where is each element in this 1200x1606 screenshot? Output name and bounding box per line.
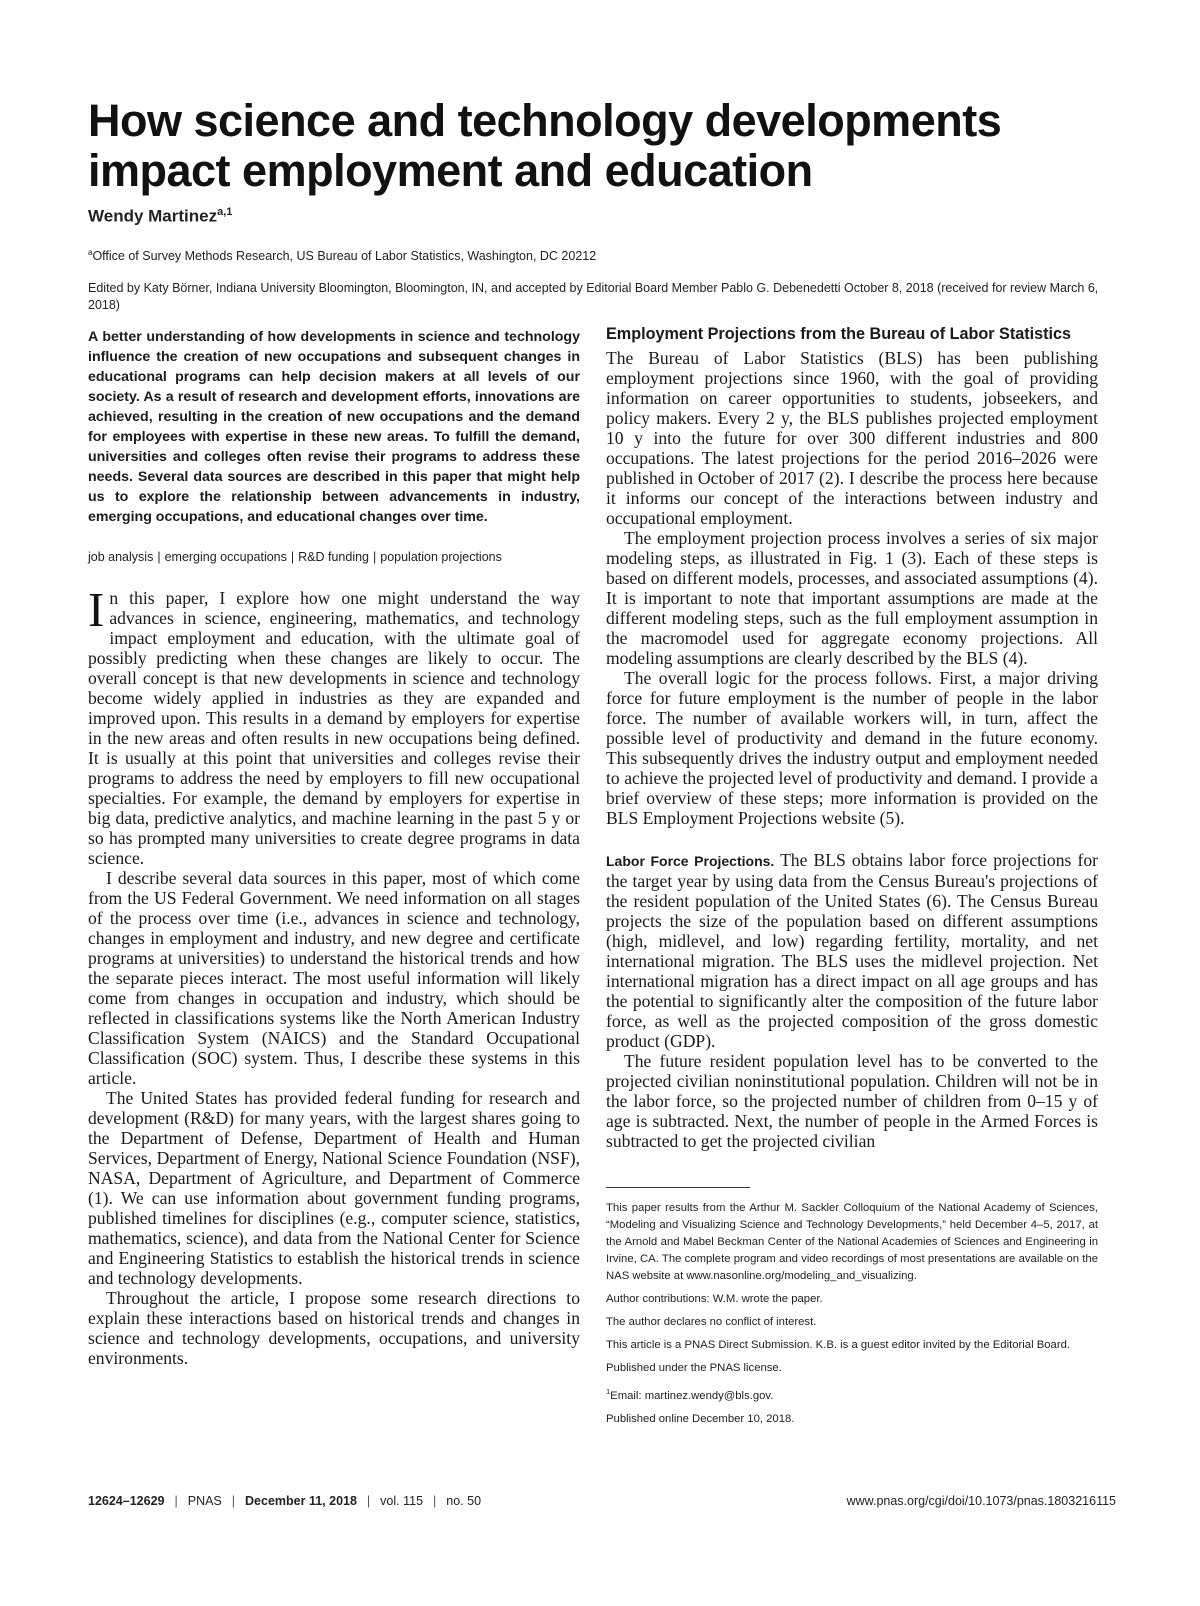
- left-column: [88, 322, 580, 1368]
- runin-heading: Labor Force Projections.: [606, 853, 775, 869]
- footnote-colloquium: This paper results from the Arthur M. Sackler Colloquium of the National Academy of Sciences, “Modeling and Visualizing Science and Technology Developments,” held December 4–5, 2017, at the Arnold and Mabel Beckman Center of the National Academies of Sciences and Engineering in Irvine, CA. The complete program and video recordings of most presentations are available on the NAS website at www.nasonline.org/modeling_and_visualizing.: [606, 1202, 1098, 1282]
- keyword[interactable]: R&D funding: [298, 550, 369, 564]
- footnote-conflict: The author declares no conflict of interest.: [606, 1316, 817, 1328]
- issue-number: no. 50: [446, 1494, 482, 1508]
- intro-text: n this paper, I explore how one might understand the way advances in science, engineering, mathematics, and technology impact employment and education, with the ultimate goal of possibly predicting when these changes are likely to occur. The overall concept is that new developments in science and technology become widely applied in industries as they are expanded and improved upon. This results in a demand by employers for expertise in the new areas and often results in new occupations being defined. It is usually at this point that universities and colleges revise their programs to address the need by employers to fill new occupational specialties. For example, the demand by employers for expertise in big data, predictive analytics, and machine learning in the past 5 y or so has prompted many universities to create degree programs in data science.: [88, 588, 580, 868]
- keyword-separator: |: [157, 550, 161, 564]
- body-paragraph: The future resident population level has to be converted to the projected civilian noninstitutional population. Children will not be in the labor force, so the projected number of children from 0–15 y of age is subtracted. Next, the number of people in the Armed Forces is subtracted to get the projected civilian: [606, 1051, 1098, 1151]
- page-range: 12624–12629: [88, 1494, 165, 1508]
- author-superscript: a,1: [217, 206, 233, 218]
- affiliation: [88, 248, 596, 263]
- email-superscript: 1: [606, 1387, 611, 1396]
- keyword[interactable]: job analysis: [88, 550, 154, 564]
- body-paragraph: I describe several data sources in this paper, most of which come from the US Federal Government. We need information on all stages of the process over time (i.e., advances in science and technology, changes in employment and industry, and new degree and certificate programs at universities) to understand the historical trends and how the separate pieces interact. The most useful information will likely come from changes in occupation and industry, which should be reflected in classifications systems like the North American Industry Classification System (NAICS) and the Standard Occupational Classification (SOC) system. Thus, I describe these systems in this article.: [88, 868, 580, 1088]
- author-name[interactable]: Wendy Martinez: [88, 206, 218, 226]
- article-title: How science and technology developments impact employment and education: [88, 95, 1002, 196]
- editor-note: Edited by Katy Börner, Indiana University Bloomington, Bloomington, IN, and accepted by Editorial Board Member Pablo G. Debenedetti October 8, 2018 (received for review March 6, 2018): [88, 281, 1099, 312]
- keyword-separator: |: [373, 550, 377, 564]
- footnote-license: Published under the PNAS license.: [606, 1362, 782, 1374]
- footnote-contributions: Author contributions: W.M. wrote the paper.: [606, 1293, 823, 1305]
- doi-link[interactable]: www.pnas.org/cgi/doi/10.1073/pnas.1803216115: [846, 1494, 1116, 1508]
- body-paragraph: The United States has provided federal funding for research and development (R&D) for many years, with the largest shares going to the Department of Defense, Department of Health and Human Services, Department of Energy, National Science Foundation (NSF), NASA, Department of Agriculture, and Department of Commerce (1). We can use information about government funding programs, published timelines for disciplines (e.g., computer science, statistics, mathematics, science), and data from the National Center for Science and Engineering Statistics to establish the historical trends in science and technology developments.: [88, 1088, 580, 1288]
- keyword-separator: |: [290, 550, 295, 564]
- footnote-published: Published online December 10, 2018.: [606, 1412, 795, 1425]
- paragraph-text: The BLS obtains labor force projections for the target year by using data from the Census Bureau's projections of the resident population of the United States (6). The Census Bureau projects the size of the population based on different assumptions (high, midlevel, and low) regarding fertility, mortality, and net international migration. The BLS uses the midlevel projection. Net international migration has a direct impact on all age groups and has the potential to significantly alter the composition of the future labor force, as well as the projected composition of the gross domestic product (GDP).: [606, 850, 1098, 1051]
- affiliation-superscript: a: [88, 248, 93, 257]
- footnote-email: [606, 1383, 1098, 1405]
- body-paragraph: Throughout the article, I propose some research directions to explain these interactions based on historical trends and changes in science and technology developments, occupations, and university environments.: [88, 1288, 580, 1368]
- body-paragraph: The Bureau of Labor Statistics (BLS) has been publishing employment projections since 1960, with the goal of providing information on career opportunities to students, jobseekers, and policy makers. Every 2 y, the BLS publishes projected employment 10 y into the future for over 300 different industries and 800 occupations. The latest projections for the period 2016–2026 were published in October of 2017 (2). I describe the process here because it informs our concept of the interactions between industry and occupational employment.: [606, 348, 1098, 528]
- email-text[interactable]: Email: martinez.wendy@bls.gov.: [610, 1389, 774, 1402]
- affiliation-text: Office of Survey Methods Research, US Bureau of Labor Statistics, Washington, DC 20212: [92, 249, 597, 264]
- intro-paragraph: [88, 582, 580, 868]
- footnote-divider: [606, 1187, 750, 1188]
- body-paragraph: The employment projection process involves a series of six major modeling steps, as illustrated in Fig. 1 (3). Each of these steps is based on different models, processes, and associated assumptions (4). It is important to note that important assumptions are made at the different modeling steps, such as the full employment assumption in the macromodel used for aggregate economy projections. All modeling assumptions are clearly described by the BLS (4).: [606, 528, 1098, 668]
- section-heading: Employment Projections from the Bureau of Labor Statistics: [606, 325, 1072, 343]
- page-footer-citation: 12624–12629 | PNAS | December 11, 2018 | vol. 115 | no. 50: [88, 1494, 482, 1508]
- body-paragraph: [606, 850, 1098, 1051]
- body-paragraph: The overall logic for the process follows. First, a major driving force for future employment is the number of people in the labor force. The number of available workers will, in turn, affect the possible level of productivity and demand in the future economy. This subsequently drives the industry output and employment needed to achieve the projected level of productivity and demand. I provide a brief overview of these steps; more information is provided on the BLS Employment Projections website (5).: [606, 668, 1098, 828]
- keyword[interactable]: population projections: [380, 550, 502, 564]
- abstract: A better understanding of how developments in science and technology influence the creation of new occupations and subsequent changes in educational programs can help decision makers at all levels of our society. As a result of research and development efforts, innovations are achieved, resulting in the creation of new occupations and the demand for employees with expertise in these new areas. To fulfill the demand, universities and colleges often revise their programs to address these needs. Several data sources are described in this paper that might help us to explore the relationship between advancements in industry, emerging occupations, and educational changes over time.: [88, 329, 580, 525]
- journal-name: PNAS: [187, 1494, 222, 1508]
- volume: vol. 115: [380, 1494, 424, 1508]
- drop-cap: I: [88, 582, 105, 637]
- keywords: [88, 550, 580, 564]
- author-line: [88, 206, 232, 227]
- issue-date: December 11, 2018: [245, 1494, 357, 1508]
- right-column: [606, 322, 1098, 1434]
- footnote-submission: This article is a PNAS Direct Submission. K.B. is a guest editor invited by the Editorial Board.: [606, 1339, 1070, 1351]
- keyword[interactable]: emerging occupations: [164, 550, 287, 564]
